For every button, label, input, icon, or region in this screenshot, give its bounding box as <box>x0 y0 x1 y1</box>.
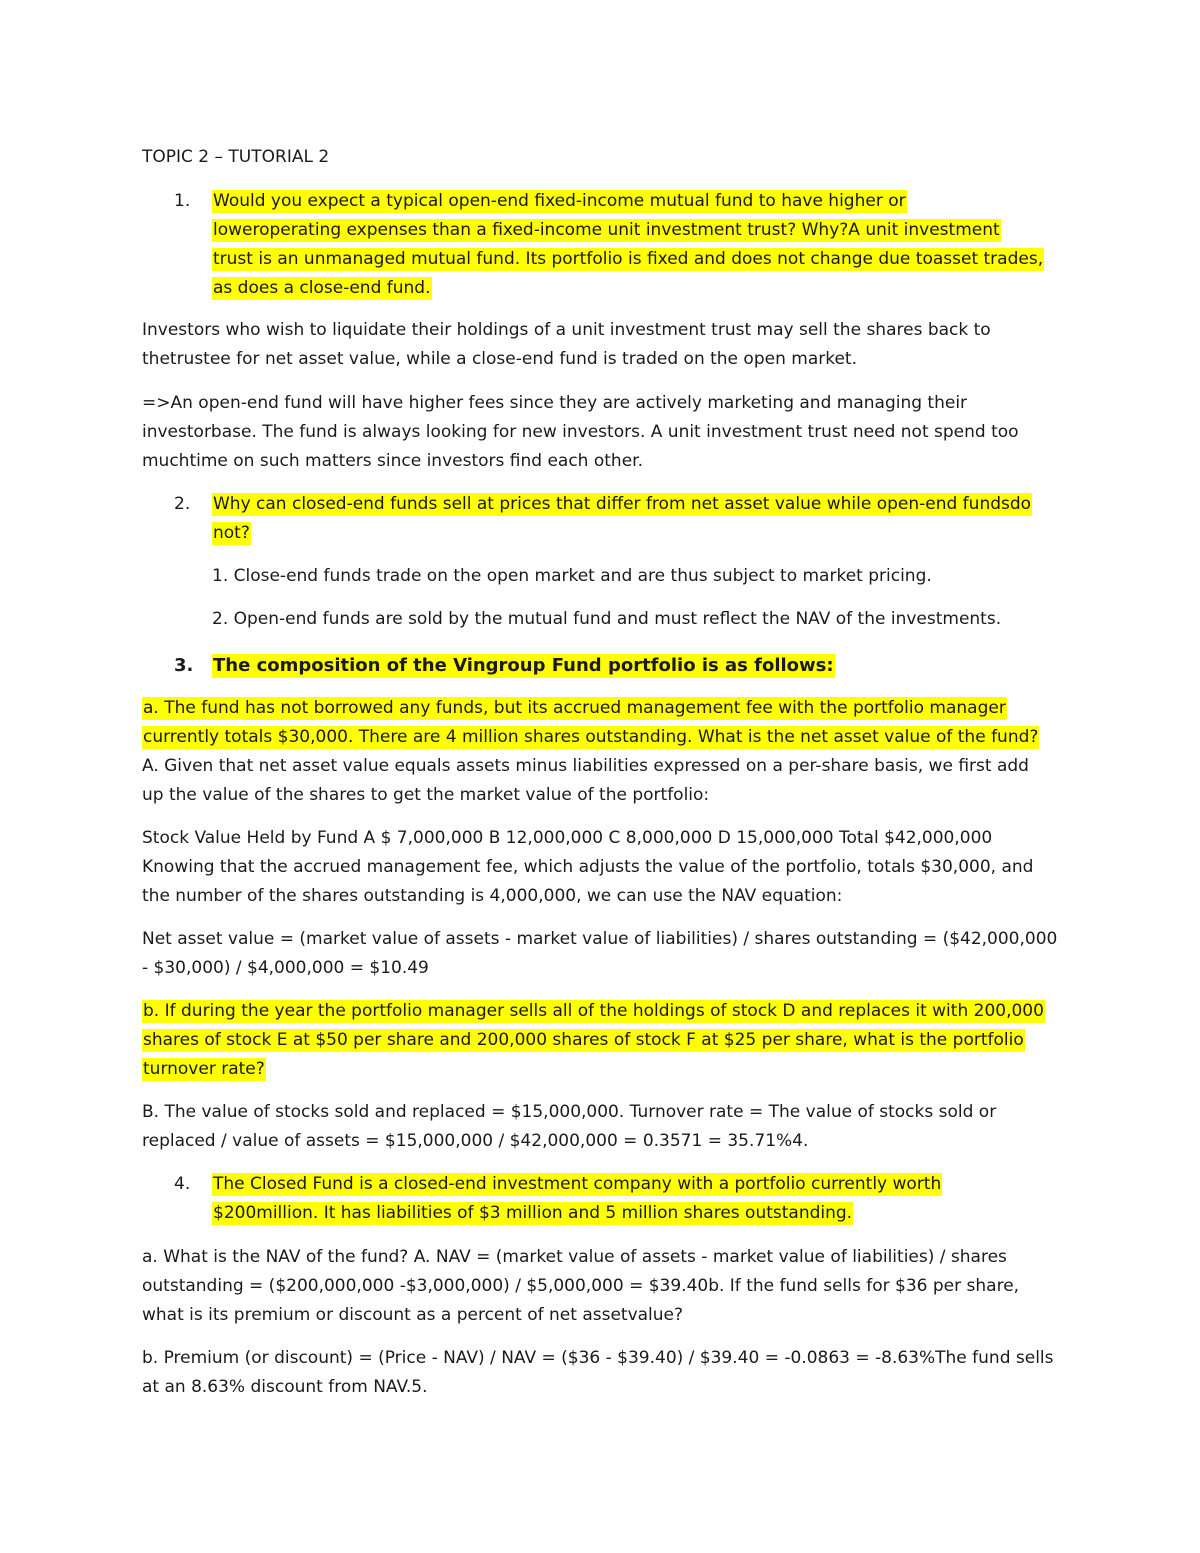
paragraph-line: what is its premium or discount as a percent of net assetvalue? <box>142 1305 684 1325</box>
page-title: TOPIC 2 – TUTORIAL 2 <box>142 147 330 167</box>
q4-line: $200million. It has liabilities of $3 million and 5 million shares outstanding. <box>213 1203 853 1223</box>
paragraph-line: Knowing that the accrued management fee, which adjusts the value of the portfolio, totals $30,000, and <box>142 857 1034 877</box>
q3a-answer-line: A. Given that net asset value equals assets minus liabilities expressed on a per-share basis, we first add <box>142 756 1029 776</box>
q3a-answer-line: up the value of the shares to get the market value of the portfolio: <box>142 785 710 805</box>
q3b-line: b. If during the year the portfolio manager sells all of the holdings of stock D and replaces it with 200,000 <box>143 1001 1044 1021</box>
q3a-line: currently totals $30,000. There are 4 million shares outstanding. What is the net asset value of the fund? <box>143 727 1039 747</box>
paragraph-line: replaced / value of assets = $15,000,000 / $42,000,000 = 0.3571 = 35.71%4. <box>142 1131 809 1151</box>
paragraph-line: the number of the shares outstanding is 4,000,000, we can use the NAV equation: <box>142 886 843 906</box>
q3b-question <box>142 997 1062 1084</box>
q1-line: as does a close-end fund. <box>213 278 431 298</box>
paragraph-line: outstanding = ($200,000,000 -$3,000,000) / $5,000,000 = $39.40b. If the fund sells for $36 per share, <box>142 1276 1020 1296</box>
paragraph-line: investorbase. The fund is always looking for new investors. A unit investment trust need not spend too <box>142 422 1019 442</box>
q2-text <box>212 490 1062 548</box>
paragraph-line: Net asset value = (market value of assets - market value of liabilities) / shares outstanding = ($42,000,000 <box>142 929 1058 949</box>
q3a-line: a. The fund has not borrowed any funds, but its accrued management fee with the portfolio manager <box>143 698 1006 718</box>
q1-line: Would you expect a typical open-end fixed-income mutual fund to have higher or <box>213 191 906 211</box>
q1-line: loweroperating expenses than a fixed-income unit investment trust? Why?A unit investment <box>213 220 1000 240</box>
q2-line: Why can closed-end funds sell at prices that differ from net asset value while open-end fundsdo <box>213 494 1032 514</box>
q2-answer-2: 2. Open-end funds are sold by the mutual fund and must reflect the NAV of the investments. <box>212 609 1002 629</box>
q1-line: trust is an unmanaged mutual fund. Its portfolio is fixed and does not change due toasset trades, <box>213 249 1044 269</box>
q4b-paragraph <box>142 1344 1062 1402</box>
paragraph-line: B. The value of stocks sold and replaced = $15,000,000. Turnover rate = The value of stocks sold or <box>142 1102 997 1122</box>
stock-values-paragraph <box>142 824 1062 911</box>
paragraph-line: a. What is the NAV of the fund? A. NAV = (market value of assets - market value of liabilities) / shares <box>142 1247 1007 1267</box>
paragraph-line: b. Premium (or discount) = (Price - NAV) / NAV = ($36 - $39.40) / $39.40 = -0.0863 = -8.63%The fund sells <box>142 1348 1054 1368</box>
paragraph-line: thetrustee for net asset value, while a close-end fund is traded on the open market. <box>142 349 857 369</box>
q3a-question <box>142 694 1062 810</box>
q3b-line: turnover rate? <box>143 1059 265 1079</box>
paragraph-line: =>An open-end fund will have higher fees since they are actively marketing and managing their <box>142 393 968 413</box>
q3-number: 3. <box>174 655 194 676</box>
q1-text <box>212 187 1062 303</box>
paragraph-line: at an 8.63% discount from NAV.5. <box>142 1377 428 1397</box>
q2-answer-1: 1. Close-end funds trade on the open market and are thus subject to market pricing. <box>212 566 932 586</box>
paragraph-line: - $30,000) / $4,000,000 = $10.49 <box>142 958 429 978</box>
q1-number: 1. <box>174 191 191 211</box>
answer-paragraph-1 <box>142 316 1062 374</box>
answer-paragraph-2 <box>142 389 1062 476</box>
q3-heading <box>212 651 1062 680</box>
q4-number: 4. <box>174 1174 191 1194</box>
q4-line: The Closed Fund is a closed-end investment company with a portfolio currently worth <box>213 1174 942 1194</box>
nav-equation-paragraph <box>142 925 1062 983</box>
q2-number: 2. <box>174 494 191 514</box>
paragraph-line: Stock Value Held by Fund A $ 7,000,000 B 12,000,000 C 8,000,000 D 15,000,000 Total $42,000,000 <box>142 828 993 848</box>
paragraph-line: muchtime on such matters since investors find each other. <box>142 451 643 471</box>
q3b-line: shares of stock E at $50 per share and 200,000 shares of stock F at $25 per share, what is the portfolio <box>143 1030 1024 1050</box>
q2-line: not? <box>213 523 250 543</box>
q3b-answer <box>142 1098 1062 1156</box>
q4a-paragraph <box>142 1243 1062 1330</box>
paragraph-line: Investors who wish to liquidate their holdings of a unit investment trust may sell the shares back to <box>142 320 991 340</box>
q3-heading-text: The composition of the Vingroup Fund portfolio is as follows: <box>213 655 834 676</box>
q4-text <box>212 1170 1062 1228</box>
